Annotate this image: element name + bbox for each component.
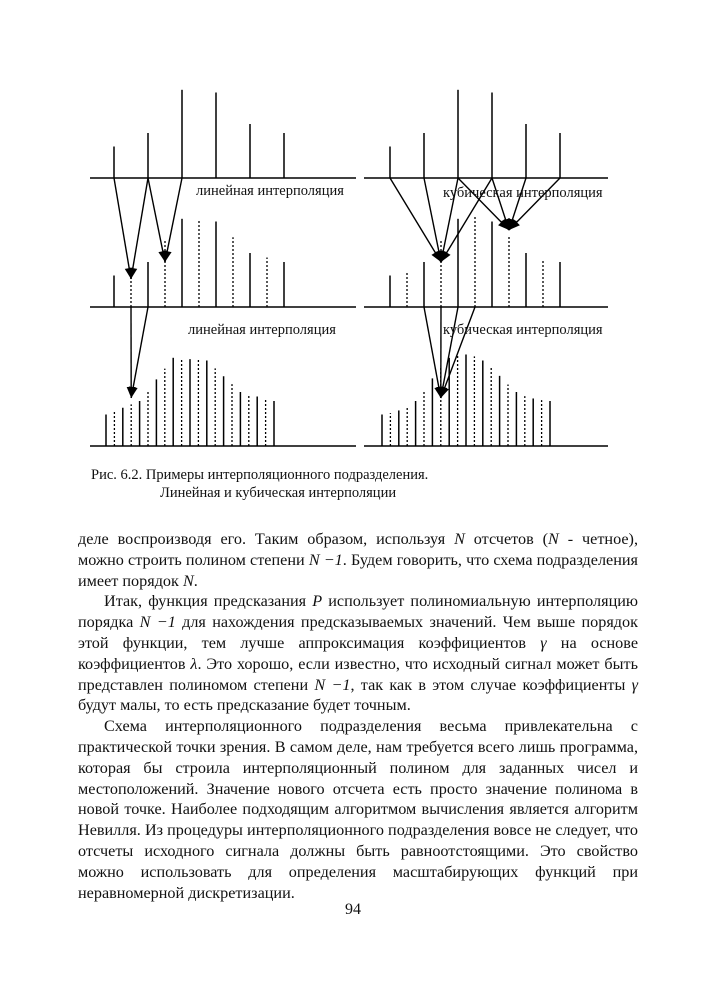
linear-arrow-head xyxy=(128,267,137,279)
figure-caption-line2: Линейная и кубическая интерполяции xyxy=(160,485,397,501)
linear-arrow-head xyxy=(129,386,138,398)
paragraph-3: Схема интерполяционного подразделения весьма привлекательна с практической точки зрения. В самом деле, нам требуется всего лишь программа, которая бы строила интерполяционный полином для заданных чисел и местоположений. Значение нового отсчета есть просто значение полинома в новой точке. Наиболее подходящим алгоритмом вычисления является алгоритм Невилля. Из процедуры интерполяционного подразделения вовсе не следует, что отсчеты исходного сигнала должны быть равноотстоящими. Это свойство можно использовать для определения масштабирующих функций при неравномерной дискретизации. xyxy=(78,717,638,902)
linear-arrow xyxy=(131,307,148,398)
label-cubic-bottom: кубическая интерполяция xyxy=(443,322,603,338)
linear-arrow xyxy=(114,178,131,279)
paragraph-2: Итак, функция предсказания P использует полиномиальную интерполяцию порядка N −1 для нахождения предсказываемых значений. Чем выше порядок этой функции, тем лучше аппроксимация коэффициентов γ на основе коэффициентов λ. Это хорошо, если известно, что исходный сигнал может быть представлен полиномом степени N −1, так как в этом случае коэффициенты γ будут малы, то есть предсказание будет точным. xyxy=(78,592,638,715)
cubic-arrow xyxy=(424,178,441,262)
cubic-arrow xyxy=(390,178,441,262)
linear-arrow xyxy=(165,178,182,262)
paragraph-1: деле воспроизводя его. Таким образом, используя N отсчетов (N - четное), можно строить полином степени N −1. Будем говорить, что схема подразделения имеет порядок N. xyxy=(78,530,639,590)
cubic-arrow-head xyxy=(440,386,448,398)
label-linear-bottom: линейная интерполяция xyxy=(188,322,336,338)
label-linear-top: линейная интерполяция xyxy=(196,183,344,199)
figure-caption-line1: Рис. 6.2. Примеры интерполяционного подразделения. xyxy=(91,467,429,483)
interpolation-diagram xyxy=(0,0,706,470)
linear-arrow xyxy=(131,178,148,279)
body-text xyxy=(78,529,638,903)
linear-arrow xyxy=(148,178,165,262)
label-cubic-top: кубическая интерполяция xyxy=(443,185,603,201)
page-number: 94 xyxy=(345,901,361,918)
